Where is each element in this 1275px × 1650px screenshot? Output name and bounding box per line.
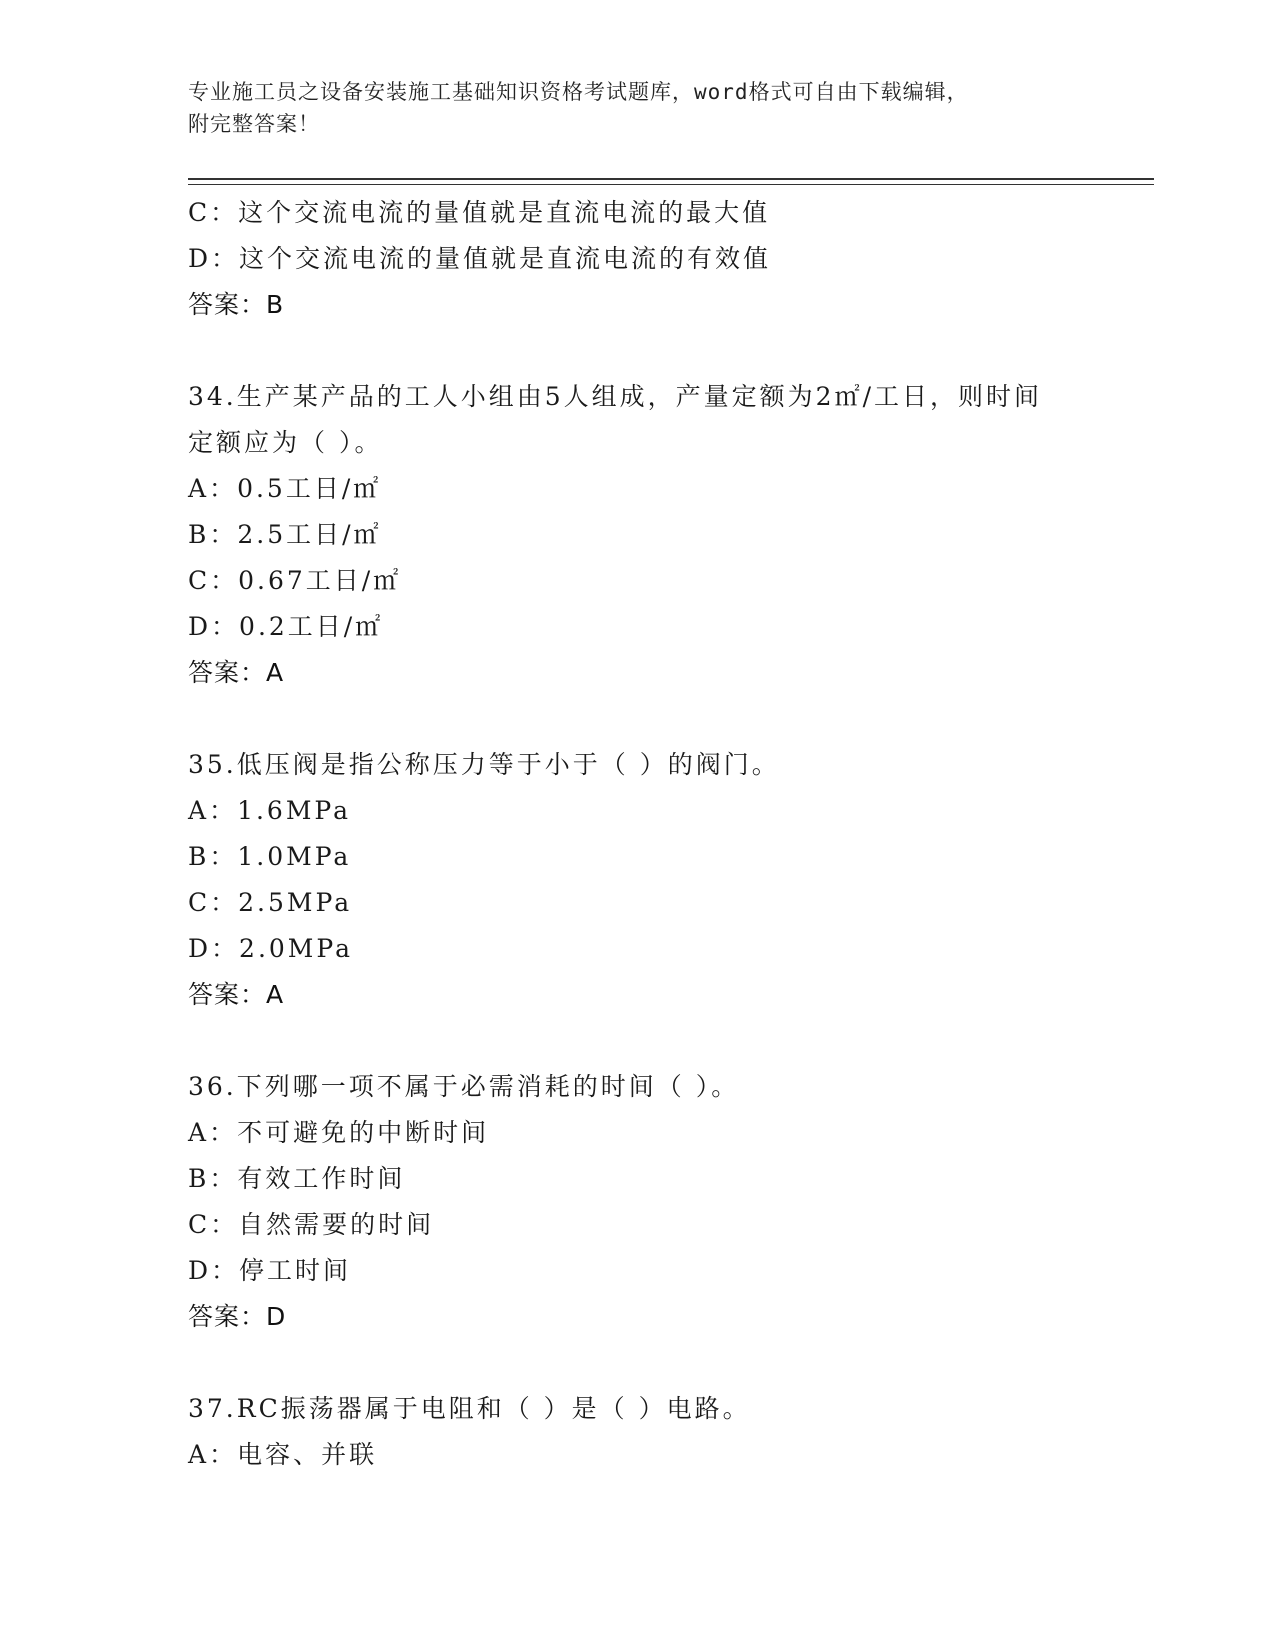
question-37	[188, 1386, 1088, 1478]
option-text: 不可避免的中断时间	[237, 1118, 490, 1147]
question-spacer	[188, 1340, 1088, 1386]
header-title-line-1: 专业施工员之设备安装施工基础知识资格考试题库，word格式可自由下载编辑，	[188, 80, 969, 104]
header-divider-thin	[188, 184, 1154, 185]
question-stem: 34.生产某产品的工人小组由5人组成，产量定额为2㎡/工日，则时间	[188, 382, 1042, 411]
question-list	[188, 190, 1088, 1478]
option-text: 0.2工日/㎡	[239, 612, 384, 641]
option-text: 电容、并联	[237, 1440, 378, 1469]
question-stem: 36.下列哪一项不属于必需消耗的时间（ ）。	[188, 1072, 740, 1101]
question-36	[188, 1064, 1088, 1340]
option-label: D：	[188, 244, 240, 273]
option-a	[188, 1110, 1088, 1156]
option-c	[188, 190, 1088, 236]
option-b	[188, 1156, 1088, 1202]
question-spacer	[188, 328, 1088, 374]
option-b	[188, 512, 1088, 558]
option-text: 有效工作时间	[237, 1164, 406, 1193]
option-label: C：	[188, 1210, 239, 1239]
option-text: 停工时间	[239, 1256, 352, 1285]
option-d	[188, 236, 1088, 282]
option-text: 1.0MPa	[237, 842, 352, 871]
question-35	[188, 742, 1088, 1018]
option-d	[188, 604, 1088, 650]
option-text: 0.67工日/㎡	[238, 566, 402, 595]
option-a	[188, 466, 1088, 512]
option-label: A：	[188, 1118, 238, 1147]
option-b	[188, 834, 1088, 880]
question-spacer	[188, 1018, 1088, 1064]
answer-line: 答案：A	[188, 980, 285, 1009]
option-label: D：	[188, 934, 240, 963]
answer-line: 答案：B	[188, 290, 285, 319]
option-text: 这个交流电流的量值就是直流电流的最大值	[238, 198, 771, 227]
option-label: A：	[188, 1440, 238, 1469]
option-d	[188, 1248, 1088, 1294]
option-label: C：	[188, 566, 239, 595]
answer-line: 答案：D	[188, 1302, 287, 1331]
option-label: B：	[188, 842, 238, 871]
question-stem-continued: 定额应为（ ）。	[188, 428, 383, 457]
option-text: 这个交流电流的量值就是直流电流的有效值	[239, 244, 772, 273]
option-text: 2.0MPa	[239, 934, 354, 963]
answer-line: 答案：A	[188, 658, 285, 687]
document-header	[188, 76, 1088, 140]
header-title-line-2: 附完整答案！	[188, 112, 320, 136]
option-label: D：	[188, 1256, 240, 1285]
option-label: A：	[188, 474, 238, 503]
option-text: 2.5MPa	[238, 888, 353, 917]
question-stem: 37.RC振荡器属于电阻和（ ）是（ ）电路。	[188, 1394, 751, 1423]
option-a	[188, 788, 1088, 834]
continued-question	[188, 190, 1088, 328]
option-label: C：	[188, 198, 239, 227]
option-a	[188, 1432, 1088, 1478]
option-text: 0.5工日/㎡	[237, 474, 382, 503]
option-text: 自然需要的时间	[238, 1210, 435, 1239]
option-label: C：	[188, 888, 239, 917]
question-spacer	[188, 696, 1088, 742]
option-label: B：	[188, 1164, 238, 1193]
option-label: B：	[188, 520, 238, 549]
option-c	[188, 880, 1088, 926]
option-d	[188, 926, 1088, 972]
option-c	[188, 558, 1088, 604]
question-stem: 35.低压阀是指公称压力等于小于（ ）的阀门。	[188, 750, 780, 779]
option-label: A：	[188, 796, 238, 825]
header-divider-thick	[188, 178, 1154, 180]
option-text: 1.6MPa	[237, 796, 352, 825]
question-34	[188, 374, 1088, 696]
option-text: 2.5工日/㎡	[237, 520, 382, 549]
option-c	[188, 1202, 1088, 1248]
option-label: D：	[188, 612, 240, 641]
